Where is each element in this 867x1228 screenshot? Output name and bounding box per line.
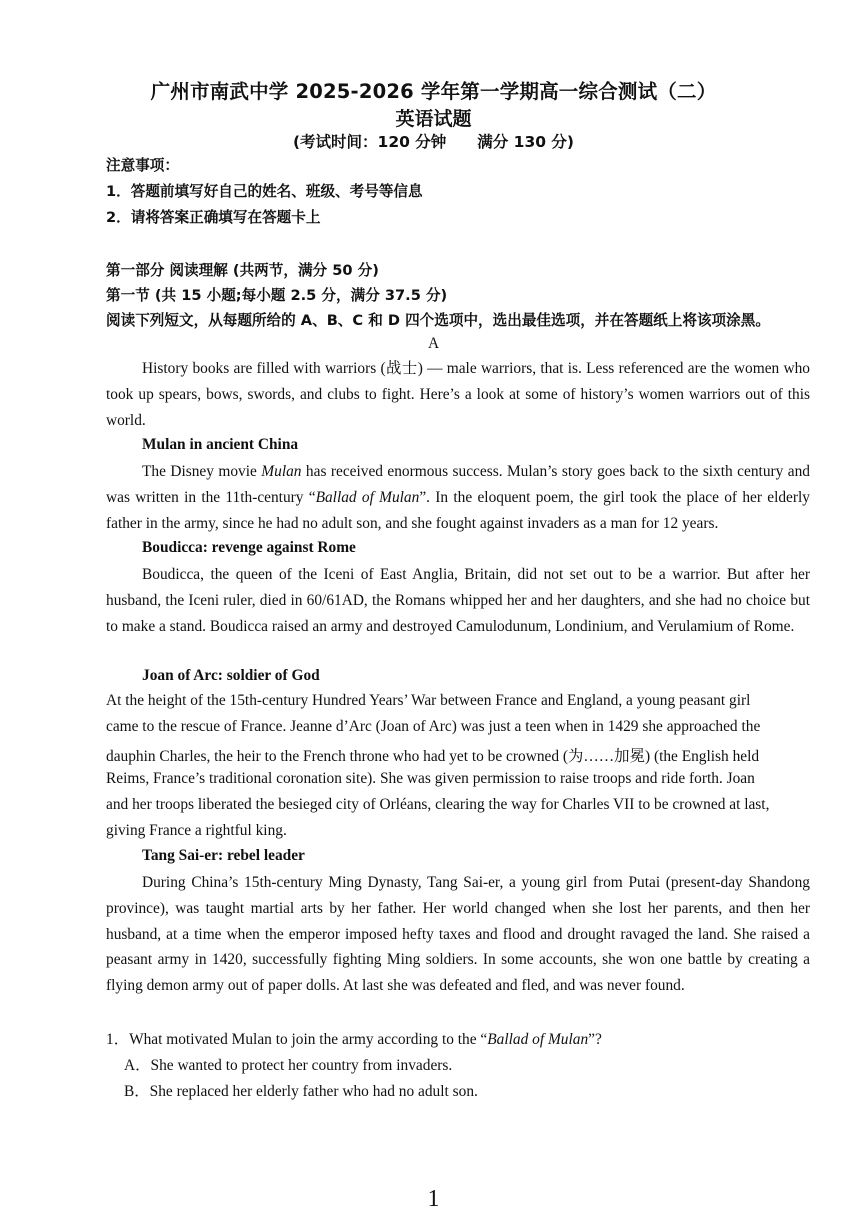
joan-line: dauphin Charles, the heir to the French throne who had yet to be crowned (为……加冕) (the English held bbox=[106, 748, 760, 765]
exam-subject: 英语试题 bbox=[395, 108, 472, 130]
joan-line: came to the rescue of France. Jeanne d’Arc (Joan of Arc) was just a teen when in 1429 she approached the bbox=[106, 718, 761, 735]
instruction-text: 阅读下列短文，从每题所给的 A、B、C 和 D 四个选项中，选出最佳选项，并在答题纸上将该项涂黑。 bbox=[106, 312, 770, 329]
passage-label: A bbox=[427, 335, 440, 352]
part-heading: 第一部分 阅读理解 (共两节，满分 50 分) bbox=[106, 262, 379, 279]
joan-line: At the height of the 15th-century Hundred Years’ War between France and England, a young peasant girl bbox=[106, 692, 751, 709]
boudicca-heading: Boudicca: revenge against Rome bbox=[142, 539, 356, 556]
exam-title: 广州市南武中学 2025-2026 学年第一学期高一综合测试（二） bbox=[150, 80, 717, 103]
boudicca-paragraph: Boudicca, the queen of the Iceni of East Anglia, Britain, did not set out to be a warrior. But after her husband, the Iceni ruler, died in 60/61AD, the Romans whipped her and her daughters, and she had no choice but to make a stand. Boudicca raised an army and destroyed Camulodunum, Londinium, and Verulamium of Rome. bbox=[106, 566, 810, 635]
tang-heading: Tang Sai-er: rebel leader bbox=[142, 847, 305, 864]
joan-heading: Joan of Arc: soldier of God bbox=[142, 667, 320, 684]
joan-line: Reims, France’s traditional coronation site). She was given permission to raise troops and ride forth. Joan bbox=[106, 770, 755, 787]
mulan-heading: Mulan in ancient China bbox=[142, 436, 299, 453]
passage-intro: History books are filled with warriors (战士) — male warriors, that is. Less referenced are the women who took up spears, bows, swords, and clubs to fight. Here’s a look at some of history’s women warriors out of this world. bbox=[106, 360, 810, 429]
subsection-heading: 第一节 (共 15 小题;每小题 2.5 分，满分 37.5 分) bbox=[106, 287, 448, 304]
question-1-option-a: A．She wanted to protect her country from invaders. bbox=[124, 1057, 453, 1074]
joan-line: and her troops liberated the besieged city of Orléans, clearing the way for Charles VII to be crowned at last, bbox=[106, 796, 770, 813]
tang-paragraph: During China’s 15th-century Ming Dynasty, Tang Sai-er, a young girl from Putai (present-day Shandong province), was taught martial arts by her father. Her world changed when she lost her parents, and then her husband, at a time when the emperor imposed hefty taxes and flood and drought ravaged the land. She raised a peasant army in 1420, successfully fighting Ming soldiers. In some accounts, she won one battle by creating a flying demon army out of paper dolls. At last she was defeated and fled, and was never found. bbox=[106, 874, 810, 995]
note-item: 2．请将答案正确填写在答题卡上 bbox=[106, 209, 321, 226]
page-number: 1 bbox=[427, 1186, 440, 1212]
exam-info: (考试时间：120 分钟 满分 130 分) bbox=[292, 133, 575, 151]
question-1-option-b: B．She replaced her elderly father who had no adult son. bbox=[124, 1083, 478, 1100]
question-1-stem: 1．What motivated Mulan to join the army according to the “Ballad of Mulan”? bbox=[106, 1031, 602, 1048]
notes-heading: 注意事项： bbox=[106, 157, 179, 174]
joan-line: giving France a rightful king. bbox=[106, 822, 287, 839]
mulan-paragraph: The Disney movie Mulan has received enormous success. Mulan’s story goes back to the sixth century and was written in the 11th-century “Ballad of Mulan”. In the eloquent poem, the girl took the place of her elderly father in the army, since he had no adult son, and she fought against invaders as a man for 12 years. bbox=[106, 463, 810, 532]
note-item: 1．答题前填写好自己的姓名、班级、考号等信息 bbox=[106, 183, 423, 200]
